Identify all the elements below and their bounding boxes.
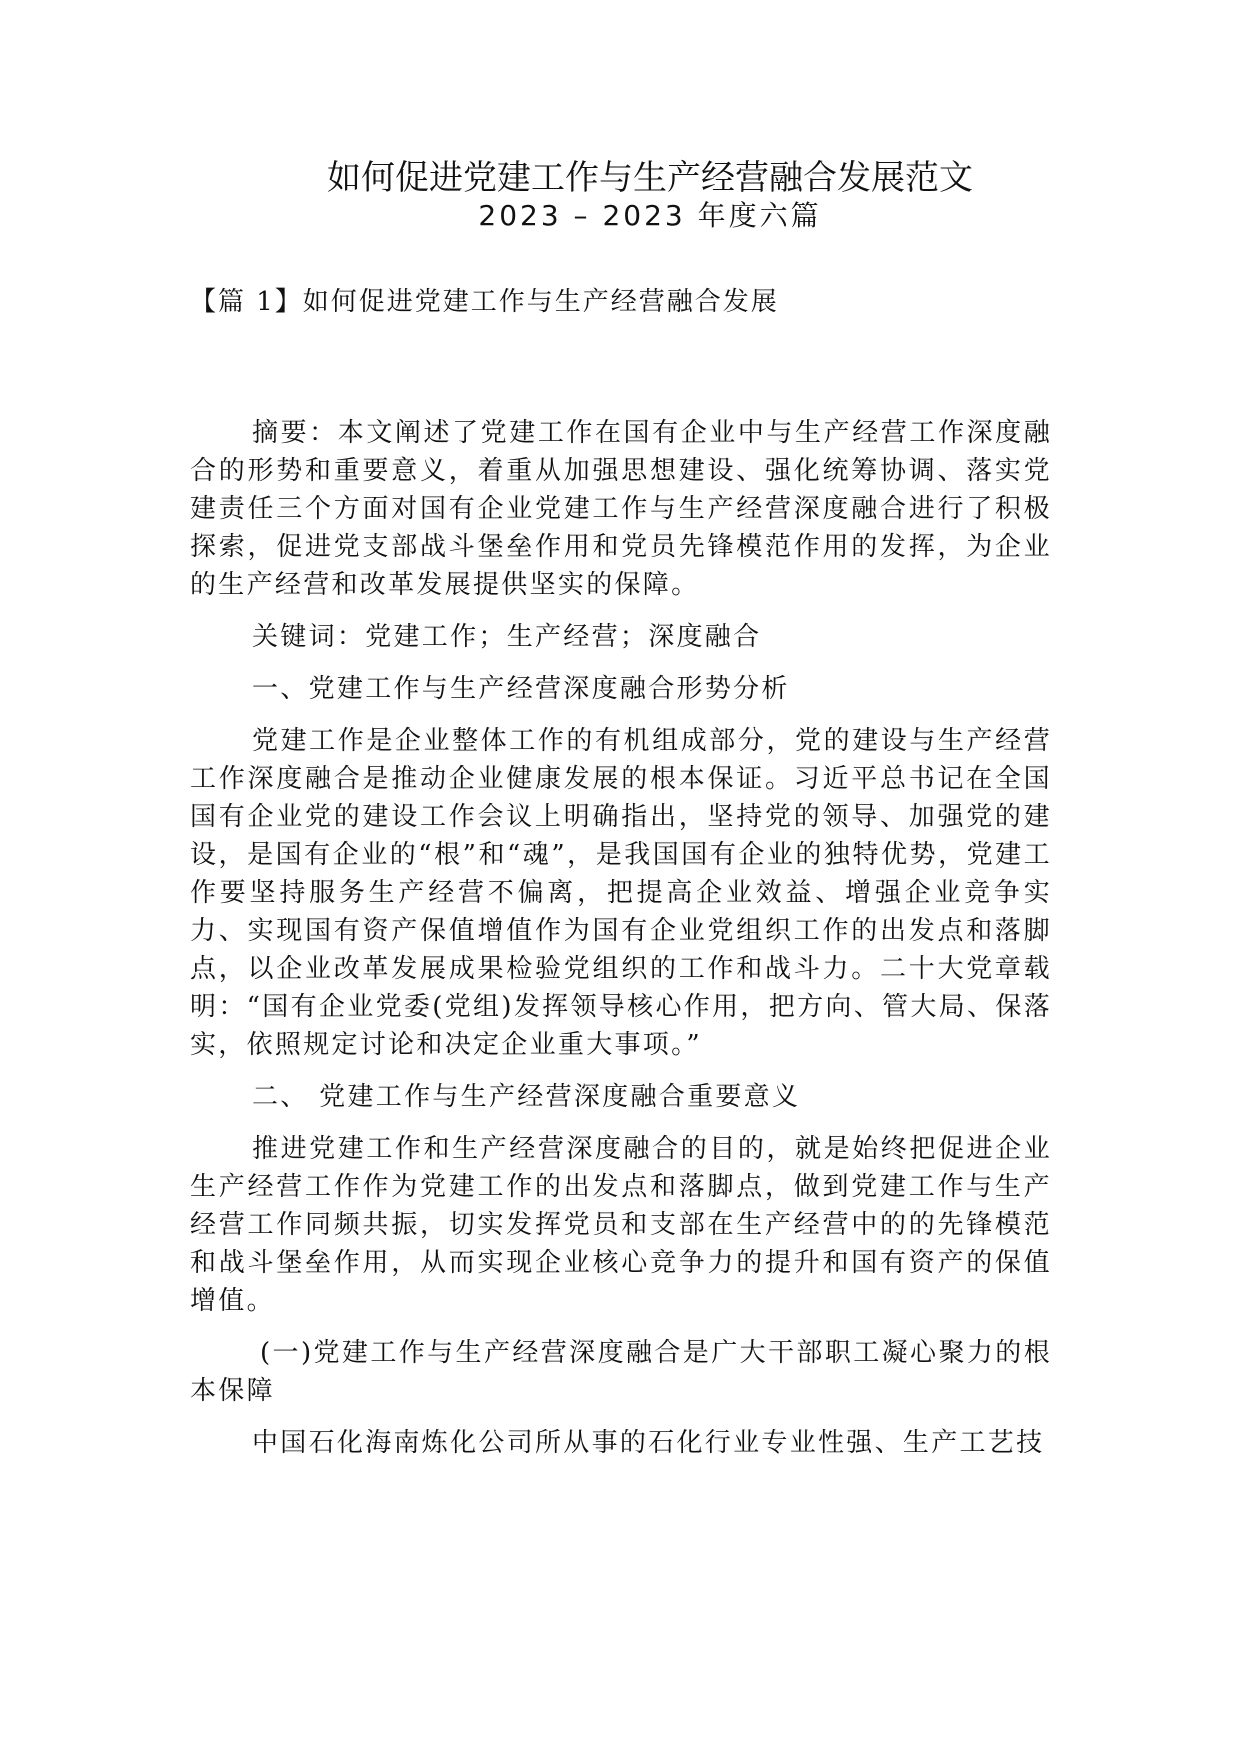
section-heading: 【篇 1】如何促进党建工作与生产经营融合发展 (190, 287, 779, 317)
document-title: 如何促进党建工作与生产经营融合发展范文 (327, 158, 973, 198)
subheading-one: (一)党建工作与生产经营深度融合是广大干部职工凝心聚力的根本保障 (190, 1338, 1052, 1406)
body-paragraph: 推进党建工作和生产经营深度融合的目的，就是始终把促进企业生产经营工作作为党建工作的出发点和落脚点，做到党建工作与生产经营工作同频共振，切实发挥党员和支部在生产经营中的的先锋模范和战斗堡垒作用，从而实现企业核心竞争力的提升和国有资产的保值增值。 (190, 1134, 1052, 1316)
document-body (190, 414, 1052, 1476)
keywords-paragraph: 关键词：党建工作；生产经营；深度融合 (252, 622, 762, 652)
heading-two: 二、 党建工作与生产经营深度融合重要意义 (252, 1082, 801, 1112)
heading-one: 一、党建工作与生产经营深度融合形势分析 (252, 674, 790, 704)
body-paragraph: 党建工作是企业整体工作的有机组成部分，党的建设与生产经营工作深度融合是推动企业健康发展的根本保证。习近平总书记在全国国有企业党的建设工作会议上明确指出，坚持党的领导、加强党的建设，是国有企业的“根”和“魂”，是我国国有企业的独特优势，党建工作要坚持服务生产经营不偏离，把提高企业效益、增强企业竞争实力、实现国有资产保值增值作为国有企业党组织工作的出发点和落脚点，以企业改革发展成果检验党组织的工作和战斗力。二十大党章载明：“国有企业党委(党组)发挥领导核心作用，把方向、管大局、保落实，依照规定讨论和决定企业重大事项。” (190, 726, 1052, 1060)
abstract-paragraph: 摘要：本文阐述了党建工作在国有企业中与生产经营工作深度融合的形势和重要意义，着重从加强思想建设、强化统筹协调、落实党建责任三个方面对国有企业党建工作与生产经营深度融合进行了积极探索，促进党支部战斗堡垒作用和党员先锋模范作用的发挥，为企业的生产经营和改革发展提供坚实的保障。 (190, 418, 1052, 600)
document-subtitle: 2023 – 2023 年度六篇 (478, 199, 822, 232)
body-paragraph: 中国石化海南炼化公司所从事的石化行业专业性强、生产工艺技 (252, 1428, 1045, 1458)
